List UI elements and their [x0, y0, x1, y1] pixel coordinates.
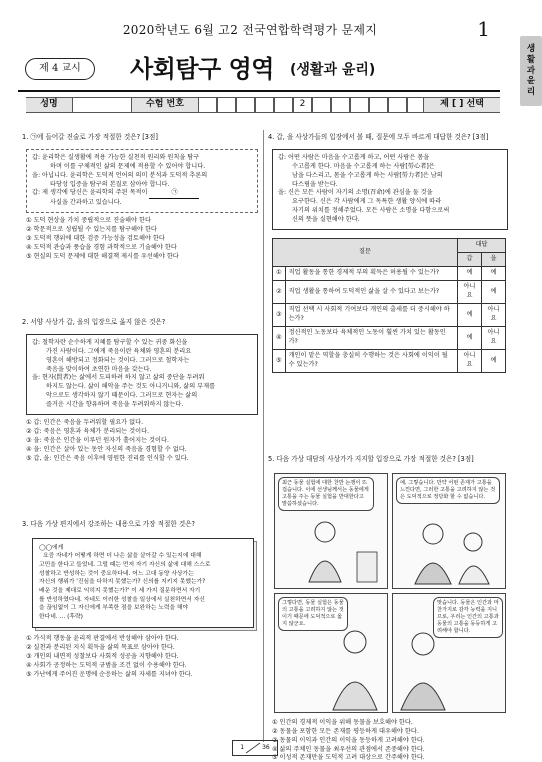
passage-line — [32, 189, 252, 199]
digit-box[interactable] — [350, 97, 369, 113]
page-counter — [232, 740, 278, 756]
passage-line: 갑: 윤리학은 실생활에 적용 가능한 실천적 원리와 원칙을 탐구 — [32, 153, 200, 161]
answer-option[interactable]: ② 갑: 죽음은 영혼과 육체가 분리되는 것이다. — [26, 428, 150, 436]
name-label: 성명 — [26, 97, 72, 113]
interviewer-illustration — [275, 512, 389, 588]
side-tab-char: 리 — [526, 86, 536, 97]
answer-option[interactable]: ⑤ 현실의 도덕 문제에 대한 해결책 제시를 우선해야 한다 — [26, 253, 179, 261]
header-rule — [18, 90, 500, 92]
answer-option[interactable]: ⑤ 이성적 존재만을 도덕적 고려 대상으로 간주해야 한다. — [272, 754, 425, 762]
answer-option[interactable]: ⑤ 갑, 을: 인간은 죽음 이후에 영원한 진리를 인식할 수 있다. — [26, 455, 189, 463]
speech-bubble: 그렇다면, 동물 실험은 동물의 고통을 고려하지 않는 것이기 때문에 도덕적으로 옳지 않군요. — [278, 597, 348, 631]
table-header-gap: 갑 — [458, 253, 482, 267]
side-tab-char: 과 — [526, 65, 536, 76]
table-row[interactable] — [273, 281, 506, 304]
comic-panel — [392, 593, 506, 713]
row-answer-eul: 아니요 — [482, 327, 506, 350]
answer-option[interactable]: ① 갑: 인간은 죽음을 두려워할 필요가 없다. — [26, 419, 144, 427]
letter-paper — [32, 538, 254, 628]
row-answer-eul: 예 — [482, 350, 506, 373]
answer-option[interactable]: ④ 삶의 주체인 동물을 최우선의 관점에서 존중해야 한다. — [272, 745, 425, 753]
side-tab-char: 활 — [526, 55, 536, 66]
exam-number-boxes — [198, 97, 424, 113]
row-question: 정신적인 노동보다 육체적인 노동이 훨씬 가치 있는 활동인가? — [285, 327, 457, 350]
row-answer-eul: 예 — [482, 267, 506, 281]
interviewer-illustration — [315, 624, 389, 712]
session-label: 제 4 교시 — [25, 58, 95, 80]
letter-line: 자신의 행위가 '진심을 다하지 못했는가? 신의를 지키지 못했는가? — [39, 579, 206, 586]
question-5-comic — [274, 473, 508, 713]
row-answer-gap: 예 — [458, 327, 482, 350]
digit-box[interactable] — [198, 97, 217, 113]
question-1-passage — [26, 149, 258, 214]
subject-side-tab — [520, 36, 542, 106]
slash-divider — [244, 742, 262, 754]
row-question: 직업 선택 시 사회적 기여보다 개인의 출세를 더 중시해야 하는가? — [285, 304, 457, 327]
page-number: 1 — [477, 17, 490, 41]
passage-line: 가진 사람이다. 그에게 죽음이란 육체와 영혼의 분리요 — [46, 347, 192, 355]
question-1-options — [22, 217, 258, 262]
thinker-illustration — [393, 624, 453, 712]
passage-line: 을: 신은 모든 사람이 자기의 소명(召命)에 관심을 둘 것을 — [278, 189, 433, 197]
question-2-passage — [26, 334, 258, 416]
question-3-letter — [32, 538, 254, 628]
question-2 — [22, 318, 258, 464]
letter-line: 를 반성하였다네. 자네도 이러한 성찰을 일상에서 실천하면서 자신 — [39, 596, 205, 603]
answer-option[interactable]: ④ 도덕적 관습과 풍습을 경험 과학적으로 기술해야 한다 — [26, 244, 177, 252]
digit-box[interactable] — [388, 97, 407, 113]
table-row[interactable] — [273, 267, 506, 281]
answer-option[interactable]: ③ 도덕적 행위에 대한 검증 가능성을 검토해야 한다 — [26, 235, 165, 243]
question-3-stem: 3. 다음 가상 편지에서 강조하는 내용으로 가장 적절한 것은? — [22, 520, 196, 528]
row-answer-gap: 아니요 — [458, 281, 482, 304]
passage-line-text: 갑: 제 생각에 당신은 윤리학의 주된 목적이 — [32, 189, 148, 197]
passage-line: 타당성 입증을 탐구의 본질로 삼아야 합니다. — [50, 180, 170, 188]
digit-box[interactable] — [331, 97, 350, 113]
answer-option[interactable]: ③ 동물의 이익과 인간의 이익을 동등하게 고려해야 한다. — [272, 736, 425, 744]
page-counter-total: 36 — [262, 743, 270, 751]
question-3-options — [22, 635, 258, 680]
table-header-eul: 을 — [482, 253, 506, 267]
table-row[interactable] — [273, 304, 506, 327]
comic-panel — [392, 473, 506, 589]
answer-option[interactable]: ① 인간의 경제적 이익을 위해 동물을 보호해야 한다. — [272, 718, 413, 726]
exam-number-label: 수험 번호 — [132, 97, 198, 113]
side-tab-char: 생 — [526, 44, 536, 55]
answer-option[interactable]: ④ 을: 인간은 살아 있는 동안 자신의 죽음을 경험할 수 없다. — [26, 446, 187, 454]
row-answer-eul: 아니요 — [482, 304, 506, 327]
answer-option[interactable]: ① 도덕 현상을 가치 중립적으로 진술해야 한다 — [26, 217, 151, 225]
comic-panel — [274, 593, 388, 713]
column-divider — [263, 130, 264, 742]
choice-label: 제 [ ] 선택 — [424, 97, 500, 113]
row-number: ⑤ — [273, 350, 286, 373]
letter-line: 요즘 자네가 어떻게 하면 더 나은 삶을 살아갈 수 있는지에 대해 — [43, 553, 202, 560]
passage-line: 자기의 위치를 정해주었다. 모든 사람은 소명을 다함으로써 — [292, 207, 450, 215]
passage-line: 영혼이 해방되고 정화되는 것이다. 그러므로 철학자는 — [46, 356, 190, 364]
blank-marker: ㉠ — [149, 189, 199, 199]
row-number: ④ — [273, 327, 286, 350]
table-header-answer: 대답 — [458, 239, 506, 253]
passage-line: 을: 현자(賢者)는 삶에서 도피하려 하지 않고 삶의 중단을 두려워 — [32, 374, 205, 382]
passage-line: 악으로도 생각하지 않기 때문이다. 그러므로 현자는 삶의 — [46, 392, 198, 400]
row-answer-gap: 예 — [458, 267, 482, 281]
passage-line: 수고롭게 한다. 마음을 수고롭게 하는 사람[勞心者]은 — [292, 162, 435, 170]
letter-line: 을 끊임없이 그 자신에게 부족한 점을 보완하는 노력을 해야 — [39, 605, 189, 612]
subject-title: 사회탐구 영역 — [130, 55, 274, 83]
question-4-stem: 4. 갑, 을 사상가들의 입장에서 볼 때, 질문에 모두 바르게 대답한 것은? [3점] — [268, 133, 489, 141]
question-4 — [268, 133, 508, 373]
answer-option[interactable]: ① 가식적 행동을 윤리적 판결에서 반성해야 삼아야 한다. — [26, 634, 179, 642]
answer-option[interactable]: ⑤ 가난에게 주어진 운명에 순응하는 삶의 자세를 지녀야 한다. — [26, 670, 193, 678]
passage-line: 사실을 간과하고 있습니다. — [50, 199, 122, 207]
question-1-stem: 1. ㉠에 들어갈 진술로 가장 적절한 것은? [3점] — [22, 133, 158, 141]
question-4-passage — [272, 149, 508, 231]
passage-line: 갑: 철학자란 순수하게 지혜를 탐구할 수 있는 귀중 화신을 — [32, 338, 188, 346]
passage-line: 갑: 어떤 사람은 마음을 수고롭게 하고, 어떤 사람은 몸을 — [278, 153, 430, 161]
speech-bubble: 맞습니다. 동물은 인간과 마찬가지로 감각 능력을 지니므로, 우리는 인간의 고통과 동물의 고통을 동등하게 고려해야 합니다. — [433, 597, 503, 638]
question-5-options — [268, 719, 508, 762]
letter-line: 배운 것을 제대로 익히지 못했는가?' 이 세 가지 질문하면서 자기 — [39, 587, 201, 594]
question-3 — [22, 520, 258, 680]
row-question: 직업 생활을 통하여 도덕적인 삶을 살 수 있다고 보는가? — [285, 281, 457, 304]
passage-line: 하지도 않는다. 삶이 해악을 주는 것도 아니거니와, 삶의 부재를 — [46, 383, 216, 391]
answer-option[interactable]: ④ 사회가 공정하는 도덕적 규범을 조건 없이 수용해야 한다. — [26, 661, 187, 669]
row-question: 직업 활동을 통한 경제적 부의 획득은 허용될 수 있는가? — [285, 267, 457, 281]
digit-box[interactable] — [255, 97, 274, 113]
candidate-info-bar — [26, 97, 500, 113]
question-5-stem: 5. 다음 가상 대담의 사상가가 지지할 입장으로 가장 적절한 것은? [3점] — [268, 455, 474, 463]
passage-line: 즐거운 시간을 향유하며 죽음을 두려워하지 않는다. — [46, 401, 184, 409]
table-row[interactable] — [273, 327, 506, 350]
passage-line: 남을 다스리고, 몸을 수고롭게 하는 사람[勞力者]은 남의 — [292, 171, 443, 179]
speech-bubble: 예, 그렇습니다. 만약 어떤 존재가 고통을 느낀다면, 그러한 고통을 고려하지 않는 것은 도덕적으로 정당화 할 수 없습니다. — [396, 477, 500, 504]
answer-option[interactable]: ③ 을: 죽음은 인간을 이루던 원자가 흩어지는 것이다. — [26, 437, 169, 445]
row-number: ③ — [273, 304, 286, 327]
letter-line: ◯◯에게 — [39, 544, 64, 551]
letter-line: 고민을 한다고 들었네. 그럴 때는 먼저 자기 자신의 삶에 대해 스스로 — [39, 561, 211, 568]
question-5 — [268, 455, 508, 762]
letter-line: 한다네. … (후략) — [39, 614, 83, 621]
speech-bubble: 최근 동물 실험에 대한 찬반 논쟁이 뜨겁습니다. 이에 선생님께서는 동물에게 고통을 주는 동물 실험을 반대한다고 말씀하셨습니다. — [278, 477, 374, 511]
question-2-stem: 2. 서양 사상가 갑, 을의 입장으로 옳지 않은 것은? — [22, 318, 166, 326]
question-2-options — [22, 419, 258, 464]
digit-box-prefilled: 2 — [293, 97, 312, 113]
digit-box[interactable] — [312, 97, 331, 113]
row-answer-gap: 예 — [458, 304, 482, 327]
row-answer-gap: 아니요 — [458, 350, 482, 373]
digit-box[interactable] — [217, 97, 236, 113]
page-counter-current: 1 — [240, 743, 245, 751]
answer-option[interactable]: ② 실천과 분리된 지식 획득을 삶의 목표로 삼아야 한다. — [26, 643, 175, 651]
row-answer-eul: 예 — [482, 281, 506, 304]
subject-subtitle: (생활과 윤리) — [290, 62, 376, 78]
passage-line: 을: 아닙니다. 윤리학은 도덕적 언어의 의미 분석과 도덕적 추론의 — [32, 171, 208, 179]
digit-box[interactable] — [236, 97, 255, 113]
digit-box[interactable] — [369, 97, 388, 113]
passage-line: 요구한다. 신은 각 사람에게 그 독특한 생활 양식에 따라 — [292, 198, 442, 206]
comic-panel — [274, 473, 388, 589]
digit-box[interactable] — [407, 97, 424, 113]
passage-line: 하며 이를 구체적인 삶의 문제에 적용할 수 있어야 합니다. — [50, 162, 206, 170]
digit-box[interactable] — [274, 97, 293, 113]
exam-title: 2020학년도 6월 고2 전국연합학력평가 문제지 — [122, 23, 378, 37]
row-question: 개인이 맡은 역할을 충실히 수행하는 것은 사회에 이익이 될 수 있는가? — [285, 350, 457, 373]
table-row[interactable] — [273, 350, 506, 373]
thinker-illustration — [393, 512, 507, 588]
passage-line: 죽음을 맞이하여 초연한 마음을 갖는다. — [46, 365, 152, 373]
passage-line: 다스림을 받는다. — [292, 180, 338, 188]
table-header-question: 질문 — [273, 239, 458, 267]
name-field[interactable] — [72, 97, 132, 113]
side-tab-char: 윤 — [526, 76, 536, 87]
question-1 — [22, 133, 258, 262]
letter-line: 성찰하고 반성하는 것이 중요하다네. 어느 고대 동양 사상가는 — [39, 570, 194, 577]
answer-option[interactable]: ③ 개인의 내면적 성찰보다 사회적 성공을 지향해야 한다. — [26, 652, 179, 660]
passage-line: 신의 뜻을 실현해야 한다. — [292, 216, 360, 224]
question-4-answer-table — [272, 238, 506, 373]
row-number: ② — [273, 281, 286, 304]
answer-option[interactable]: ② 동물을 포함한 모든 존재를 평등하게 대우해야 한다. — [272, 727, 419, 735]
row-number: ① — [273, 267, 286, 281]
answer-option[interactable]: ② 학문적으로 성립될 수 있는지를 탐구해야 한다 — [26, 226, 157, 234]
